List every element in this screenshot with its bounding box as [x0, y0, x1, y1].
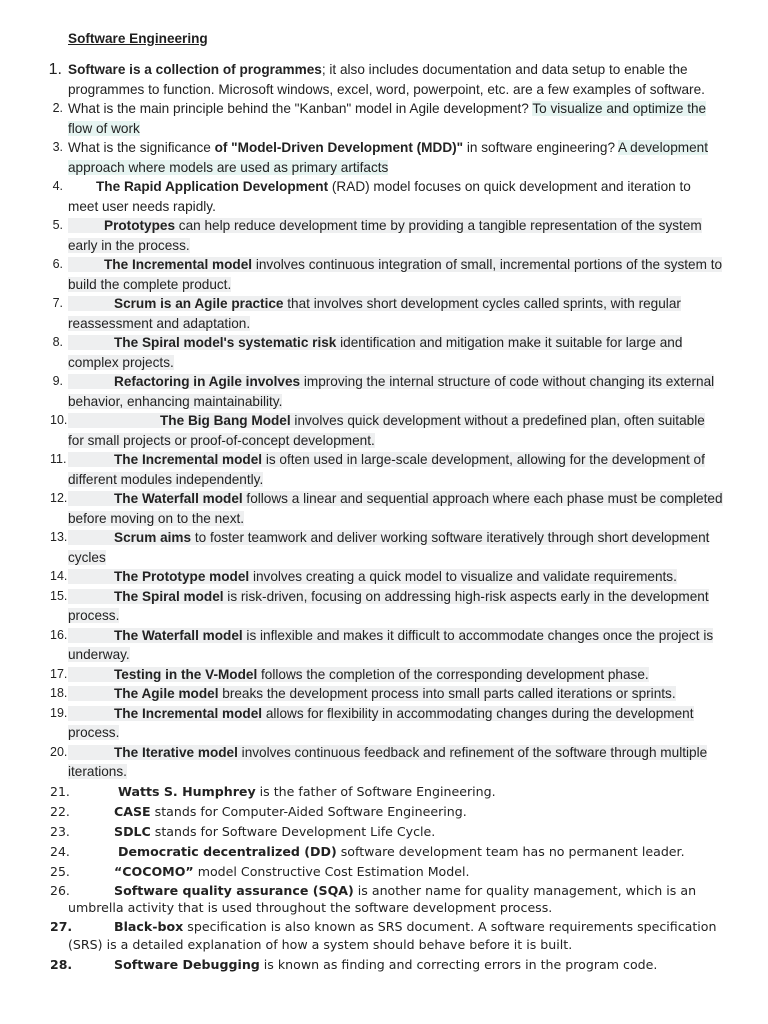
item-text: stands for Computer-Aided Software Engineering.: [150, 803, 467, 819]
list-item: [0, 918, 768, 955]
item-bold-text: Scrum aims: [114, 530, 192, 545]
page-title: Software Engineering: [68, 31, 208, 46]
item-text: improving the internal structure of code without changing its external behavior, enhancing maintainability.: [68, 374, 715, 409]
list-item: [0, 782, 768, 802]
item-text: ; it also includes documentation and data setup to enable the programmes to function. Microsoft windows, excel, word, powerpoint, etc. are a few examples of software.: [68, 62, 705, 97]
list-item: [0, 255, 768, 294]
item-bold-text: Scrum is an Agile practice: [114, 296, 284, 311]
item-number: 17.: [50, 666, 68, 681]
item-text: involves quick development without a predefined plan, often suitable for small projects or proof-of-concept development.: [68, 413, 705, 448]
item-text: involves continuous integration of small, incremental portions of the system to build the complete product.: [68, 257, 723, 292]
item-number: 13.: [50, 530, 68, 544]
item-number: 10.: [50, 413, 68, 427]
item-bold-text: The Spiral model's systematic risk: [114, 335, 337, 350]
item-bold-text: The Waterfall model: [114, 627, 243, 643]
item-bold-text: Prototypes: [104, 218, 176, 233]
item-bold-text: The Prototype model: [114, 569, 250, 584]
list-item: [0, 489, 768, 528]
item-number: 8.: [52, 335, 63, 349]
item-text: identification and mitigation make it suitable for large and complex projects.: [68, 335, 683, 370]
item-text: model Constructive Cost Estimation Model.: [193, 863, 470, 879]
item-bold-text: The Incremental model: [114, 452, 263, 467]
question-list: [0, 60, 768, 975]
item-text: allows for flexibility in accommodating changes during the development process.: [68, 705, 694, 740]
item-text: that involves short development cycles called sprints, with regular reassessment and adaptation.: [68, 296, 681, 331]
item-answer: A development approach where models are used as primary artifacts: [68, 140, 708, 175]
list-item: [0, 955, 768, 975]
item-bold-text: Testing in the V-Model: [114, 666, 258, 682]
item-bold-text: The Incremental model: [104, 257, 253, 272]
item-number: 1.: [48, 61, 62, 78]
item-number: 26.: [50, 882, 70, 898]
item-bold-text: of "Model-Driven Development (MDD)": [214, 140, 464, 155]
item-bold-text: Watts S. Humphrey: [118, 783, 256, 799]
item-bold-text: CASE: [114, 803, 151, 819]
item-bold-text: The Agile model: [114, 686, 219, 701]
item-text: is the father of Software Engineering.: [255, 783, 496, 799]
item-number: 22.: [50, 803, 70, 819]
list-item: [0, 587, 768, 626]
list-item: [0, 665, 768, 685]
item-bold-text: Software Debugging: [114, 956, 260, 972]
list-item: [0, 177, 768, 216]
item-number: 9.: [52, 374, 63, 388]
item-bold-text: The Incremental model: [114, 705, 263, 721]
list-item: [0, 802, 768, 822]
item-bold-text: The Spiral model: [114, 588, 224, 604]
item-text: is another name for quality management, which is an umbrella activity that is used throughout the software development process.: [68, 882, 697, 915]
item-bold-text: Democratic decentralized (DD): [118, 843, 337, 859]
item-number: 2.: [52, 101, 63, 115]
item-bold-text: The Rapid Application Development: [96, 179, 329, 194]
item-number: 14.: [50, 569, 68, 583]
item-number: 16.: [50, 627, 68, 642]
list-item: [0, 862, 768, 882]
list-item: [0, 528, 768, 567]
list-item: [0, 882, 768, 918]
item-number: 23.: [50, 823, 70, 839]
list-item: [0, 743, 768, 782]
item-bold-text: Software is a collection of programmes: [68, 62, 322, 77]
item-bold-text: The Iterative model: [114, 744, 238, 760]
item-text: follows a linear and sequential approach where each phase must be completed before moving on to the next.: [68, 491, 723, 526]
item-question-end: in software engineering?: [463, 140, 616, 155]
item-text: (RAD) model focuses on quick development and iteration to meet user needs rapidly.: [68, 179, 691, 214]
item-text: specification is also known as SRS document. A software requirements specification (SRS) is a detailed explanation of how a system should behave before it is built.: [68, 918, 717, 952]
item-text: to foster teamwork and deliver working software iteratively through short development cycles: [68, 530, 710, 565]
item-text: is often used in large-scale development, allowing for the development of different modules independently.: [68, 452, 705, 487]
item-text: involves continuous feedback and refinement of the software through multiple iterations.: [68, 744, 708, 779]
item-bold-text: Software quality assurance (SQA): [114, 882, 354, 898]
item-number: 4.: [52, 179, 63, 193]
item-text: can help reduce development time by providing a tangible representation of the system early in the process.: [68, 218, 702, 253]
list-item: [0, 216, 768, 255]
list-item: [0, 684, 768, 704]
item-number: 18.: [50, 686, 68, 700]
list-item: [0, 626, 768, 665]
item-number: 20.: [50, 744, 68, 759]
item-text: is inflexible and makes it difficult to accommodate changes once the project is underway.: [68, 627, 714, 662]
item-bold-text: “COCOMO”: [114, 863, 194, 879]
item-text: software development team has no permanent leader.: [336, 843, 685, 859]
item-text: breaks the development process into small parts called iterations or sprints.: [218, 686, 676, 701]
item-bold-text: The Big Bang Model: [160, 413, 291, 428]
item-text: is risk-driven, focusing on addressing high-risk aspects early in the development process.: [68, 588, 709, 623]
item-text: stands for Software Development Life Cycle.: [150, 823, 436, 839]
list-item: [0, 704, 768, 743]
item-number: 25.: [50, 863, 70, 879]
item-number: 3.: [52, 140, 63, 154]
item-bold-text: Black-box: [114, 918, 184, 934]
item-number: 7.: [52, 296, 63, 310]
item-question: What is the main principle behind the "Kanban" model in Agile development?: [68, 101, 529, 116]
item-bold-text: SDLC: [114, 823, 151, 839]
list-item: [0, 60, 768, 99]
item-number: 28.: [50, 956, 73, 972]
list-item: [0, 138, 768, 177]
list-item: [0, 822, 768, 842]
item-text: involves creating a quick model to visualize and validate requirements.: [249, 569, 677, 584]
list-item: [0, 372, 768, 411]
item-text: follows the completion of the corresponding development phase.: [257, 666, 649, 682]
item-number: 15.: [50, 588, 68, 603]
item-number: 27.: [50, 918, 73, 934]
list-item: [0, 411, 768, 450]
item-number: 21.: [50, 783, 70, 799]
item-bold-text: The Waterfall model: [114, 491, 243, 506]
list-item: [0, 333, 768, 372]
list-item: [0, 294, 768, 333]
list-item: [0, 567, 768, 587]
item-number: 24.: [50, 843, 70, 859]
item-answer: To visualize and optimize the flow of work: [68, 101, 707, 136]
item-number: 11.: [50, 452, 67, 466]
list-item: [0, 99, 768, 138]
item-number: 6.: [52, 257, 63, 271]
item-question: What is the significance: [68, 140, 215, 155]
list-item: [0, 450, 768, 489]
item-text: is known as finding and correcting errors in the program code.: [259, 956, 658, 972]
list-item: [0, 842, 768, 862]
item-number: 19.: [50, 705, 68, 720]
item-number: 12.: [50, 491, 68, 505]
item-number: 5.: [52, 218, 63, 232]
item-bold-text: Refactoring in Agile involves: [114, 374, 301, 389]
